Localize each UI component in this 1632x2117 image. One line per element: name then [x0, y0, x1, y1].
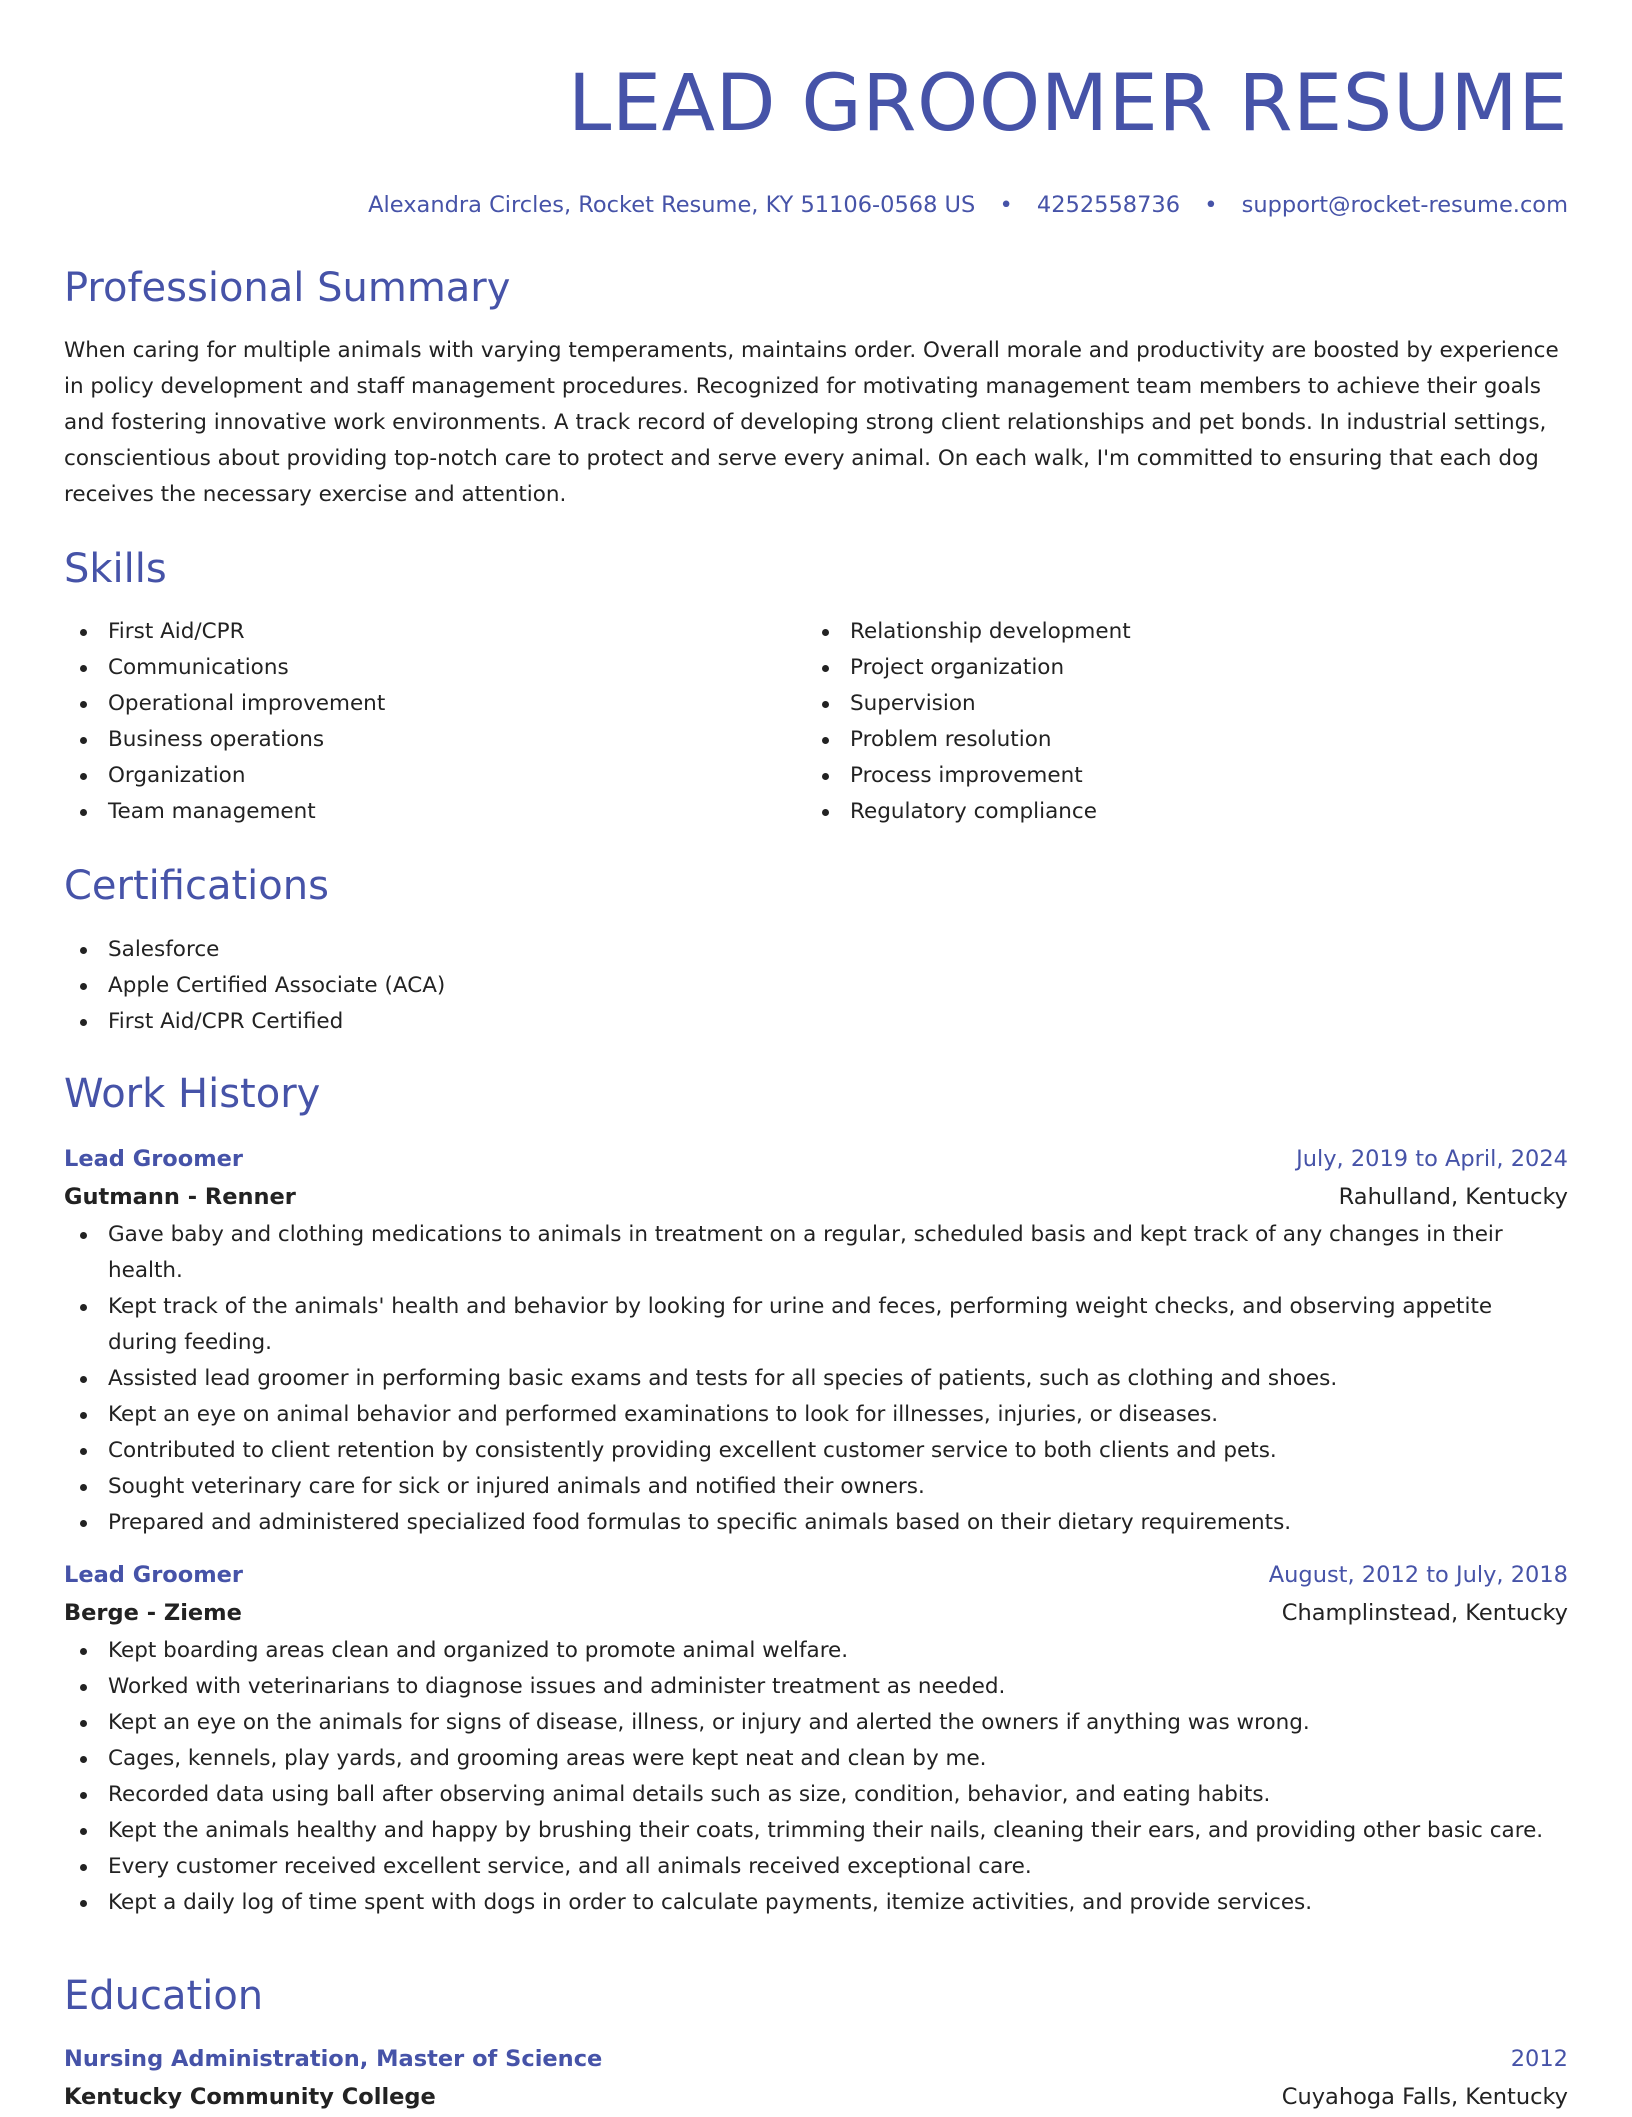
bullet-icon	[822, 629, 829, 636]
contact-phone: 4252558736	[1036, 192, 1181, 218]
job-duty-item	[64, 1849, 1568, 1885]
bullet-icon	[822, 701, 829, 708]
job-duty-item	[64, 1289, 1568, 1361]
job-duty-item	[64, 1705, 1568, 1741]
bullet-icon	[80, 1648, 87, 1655]
skill-item	[806, 758, 1548, 794]
bullet-icon	[80, 1864, 87, 1871]
certification-label: Salesforce	[108, 937, 220, 962]
job-location: Champlinstead, Kentucky	[1281, 1600, 1568, 1626]
job-company: Gutmann - Renner	[64, 1184, 296, 1210]
skills-right-column	[806, 614, 1548, 830]
job-duty-text: Kept the animals healthy and happy by brushing their coats, trimming their nails, cleaning their ears, and providing other basic care.	[108, 1818, 1544, 1843]
bullet-icon	[80, 1484, 87, 1491]
job-duty-item	[64, 1741, 1568, 1777]
job-duty-item	[64, 1505, 1568, 1541]
bullet-icon	[80, 1376, 87, 1383]
skill-item	[64, 686, 806, 722]
resume-page	[64, 0, 1568, 2112]
job-entry	[64, 1141, 1568, 1541]
job-duty-text: Sought veterinary care for sick or injured animals and notified their owners.	[108, 1474, 925, 1499]
job-duty-item	[64, 1469, 1568, 1505]
skill-label: First Aid/CPR	[108, 619, 245, 644]
job-duty-item	[64, 1885, 1568, 1921]
bullet-icon	[80, 773, 87, 780]
job-entry	[64, 1557, 1568, 1921]
skill-label: Communications	[108, 655, 289, 680]
job-duty-text: Kept an eye on the animals for signs of disease, illness, or injury and alerted the owners if anything was wrong.	[108, 1710, 1310, 1735]
skill-item	[806, 722, 1548, 758]
job-header-row	[64, 1141, 1568, 1177]
education-entry	[64, 2041, 1568, 2117]
certification-item	[64, 968, 1568, 1004]
contact-email: support@rocket-resume.com	[1241, 192, 1568, 218]
skill-item	[806, 686, 1548, 722]
bullet-icon	[80, 1684, 87, 1691]
skill-label: Regulatory compliance	[850, 799, 1097, 824]
education-school-row	[64, 2077, 1568, 2117]
bullet-icon	[80, 665, 87, 672]
job-duty-item	[64, 1633, 1568, 1669]
skills-right-list	[806, 614, 1548, 830]
education-school: Kentucky Community College	[64, 2084, 436, 2110]
job-duty-text: Kept a daily log of time spent with dogs in order to calculate payments, itemize activities, and provide services.	[108, 1890, 1313, 1915]
education-heading: Education	[64, 1973, 264, 2019]
education-location: Cuyahoga Falls, Kentucky	[1281, 2084, 1568, 2110]
education-year: 2012	[1510, 2046, 1568, 2072]
education-header-row	[64, 2041, 1568, 2077]
skill-label: Relationship development	[850, 619, 1131, 644]
job-duties-list	[64, 1217, 1568, 1541]
resume-title: LEAD GROOMER RESUME	[567, 59, 1568, 149]
skill-item	[806, 794, 1548, 830]
bullet-icon	[822, 737, 829, 744]
bullet-icon	[80, 737, 87, 744]
job-title: Lead Groomer	[64, 1562, 244, 1588]
job-duties-list	[64, 1633, 1568, 1921]
bullet-icon	[80, 1792, 87, 1799]
bullet-icon	[80, 983, 87, 990]
contact-address: Alexandra Circles, Rocket Resume, KY 51106-0568 US	[368, 192, 976, 218]
skill-label: Team management	[108, 799, 316, 824]
job-header-row	[64, 1557, 1568, 1593]
bullet-icon	[80, 1900, 87, 1907]
bullet-icon	[80, 1019, 87, 1026]
job-duty-text: Gave baby and clothing medications to animals in treatment on a regular, scheduled basis and kept track of any changes in their health.	[108, 1222, 1503, 1283]
skill-label: Business operations	[108, 727, 325, 752]
certification-label: First Aid/CPR Certified	[108, 1009, 344, 1034]
summary-text: When caring for multiple animals with varying temperaments, maintains order. Overall morale and productivity are boosted by experience in policy development and staff management procedures. Recognized for motivating management team members to achieve their goals and fostering innovative work environments. A track record of developing strong client relationships and pet bonds. In industrial settings, conscientious about providing top-notch care to protect and serve every animal. On each walk, I'm committed to ensuring that each dog receives the necessary exercise and attention.	[64, 338, 1559, 507]
bullet-icon	[80, 1412, 87, 1419]
skill-item	[64, 650, 806, 686]
bullet-icon	[80, 1720, 87, 1727]
skill-item	[64, 614, 806, 650]
job-title: Lead Groomer	[64, 1146, 244, 1172]
job-duty-text: Cages, kennels, play yards, and grooming areas were kept neat and clean by me.	[108, 1746, 987, 1771]
skill-item	[64, 722, 806, 758]
job-duty-text: Recorded data using ball after observing animal details such as size, condition, behavior, and eating habits.	[108, 1782, 1271, 1807]
bullet-icon	[822, 773, 829, 780]
bullet-icon	[80, 1304, 87, 1311]
skills-left-column	[64, 614, 806, 830]
certifications-list	[64, 932, 1568, 1040]
skill-item	[64, 758, 806, 794]
certification-label: Apple Certified Associate (ACA)	[108, 973, 446, 998]
skill-item	[64, 794, 806, 830]
skill-label: Operational improvement	[108, 691, 386, 716]
bullet-icon	[822, 809, 829, 816]
bullet-icon	[80, 947, 87, 954]
contact-line	[64, 190, 1568, 220]
bullet-icon	[80, 1828, 87, 1835]
skill-label: Organization	[108, 763, 246, 788]
job-dates: August, 2012 to July, 2018	[1268, 1562, 1568, 1588]
job-dates: July, 2019 to April, 2024	[1296, 1146, 1568, 1172]
education-degree: Nursing Administration, Master of Science	[64, 2046, 603, 2072]
job-duty-item	[64, 1777, 1568, 1813]
job-duty-text: Prepared and administered specialized food formulas to specific animals based on their dietary requirements.	[108, 1510, 1292, 1535]
job-duty-item	[64, 1217, 1568, 1289]
skills-heading: Skills	[64, 546, 167, 592]
job-duty-text: Worked with veterinarians to diagnose issues and administer treatment as needed.	[108, 1674, 1006, 1699]
skills-left-list	[64, 614, 806, 830]
bullet-icon	[822, 665, 829, 672]
work-history-heading: Work History	[64, 1071, 321, 1117]
bullet-icon	[80, 701, 87, 708]
job-duty-item	[64, 1397, 1568, 1433]
skill-label: Project organization	[850, 655, 1065, 680]
summary-heading: Professional Summary	[64, 265, 511, 311]
contact-separator: •	[999, 192, 1013, 218]
job-duty-item	[64, 1813, 1568, 1849]
job-company: Berge - Zieme	[64, 1600, 242, 1626]
job-duty-text: Kept boarding areas clean and organized to promote animal welfare.	[108, 1638, 849, 1663]
job-duty-text: Every customer received excellent service, and all animals received exceptional care.	[108, 1854, 1032, 1879]
job-duty-text: Contributed to client retention by consistently providing excellent customer service to both clients and pets.	[108, 1438, 1277, 1463]
skill-label: Problem resolution	[850, 727, 1052, 752]
skill-label: Process improvement	[850, 763, 1083, 788]
job-duty-text: Kept an eye on animal behavior and performed examinations to look for illnesses, injuries, or diseases.	[108, 1402, 1219, 1427]
certifications-heading: Certifications	[64, 863, 329, 909]
skills-columns	[64, 614, 1568, 830]
bullet-icon	[80, 809, 87, 816]
job-location: Rahulland, Kentucky	[1338, 1184, 1568, 1210]
skill-item	[806, 614, 1548, 650]
job-duty-text: Kept track of the animals' health and behavior by looking for urine and feces, performing weight checks, and observing appetite during feeding.	[108, 1294, 1493, 1355]
skill-label: Supervision	[850, 691, 976, 716]
job-company-row	[64, 1177, 1568, 1217]
job-duty-item	[64, 1361, 1568, 1397]
resume-header	[64, 0, 1568, 220]
bullet-icon	[80, 1232, 87, 1239]
bullet-icon	[80, 1448, 87, 1455]
job-duty-item	[64, 1433, 1568, 1469]
contact-separator: •	[1204, 192, 1218, 218]
bullet-icon	[80, 1520, 87, 1527]
job-duty-item	[64, 1669, 1568, 1705]
job-duty-text: Assisted lead groomer in performing basic exams and tests for all species of patients, such as clothing and shoes.	[108, 1366, 1338, 1391]
certifications-section	[64, 932, 1568, 1040]
job-company-row	[64, 1593, 1568, 1633]
certification-item	[64, 932, 1568, 968]
bullet-icon	[80, 1756, 87, 1763]
certification-item	[64, 1004, 1568, 1040]
skill-item	[806, 650, 1548, 686]
bullet-icon	[80, 629, 87, 636]
